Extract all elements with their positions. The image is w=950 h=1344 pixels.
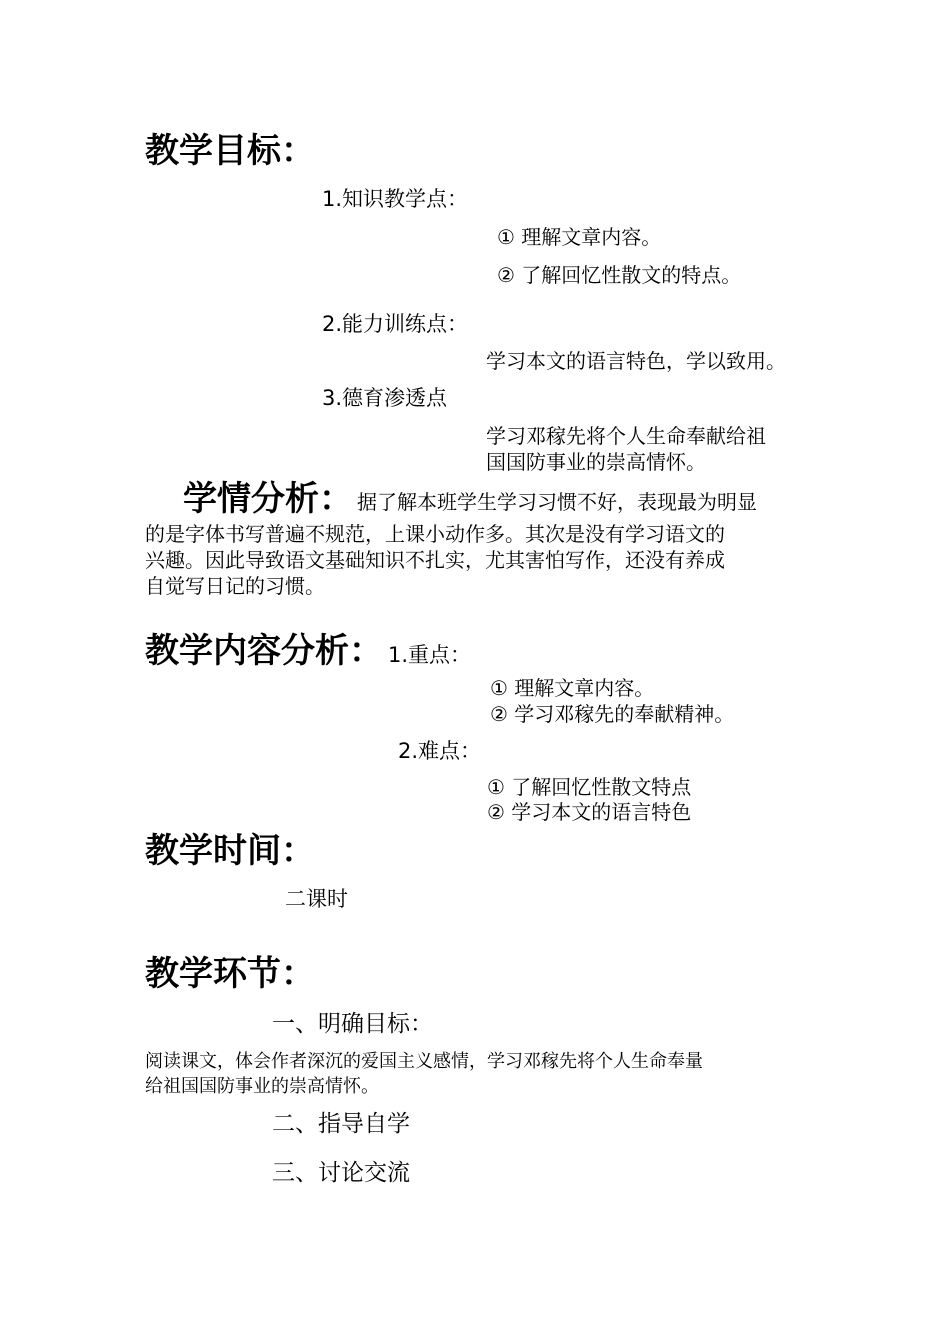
step2-title: 二、指导自学 (272, 1111, 410, 1137)
step3-title: 三、讨论交流 (272, 1160, 410, 1186)
learner-analysis-line3: 兴趣。因此导致语文基础知识不扎实，尤其害怕写作，还没有养成 (145, 548, 725, 572)
time-heading: 教学时间： (145, 831, 315, 871)
time-value: 二课时 (285, 887, 348, 911)
knowledge-label: 1.知识教学点： (322, 187, 469, 211)
key-points-label: 1.重点： (388, 643, 472, 667)
learner-analysis-heading: 学情分析： (183, 479, 353, 519)
moral-text-line2: 国国防事业的崇高情怀。 (486, 450, 706, 474)
learner-analysis-line2: 的是字体书写普遍不规范，上课小动作多。其次是没有学习语文的 (145, 522, 725, 546)
knowledge-item-1: ① 理解文章内容。 (497, 225, 662, 249)
moral-label: 3.德育渗透点 (322, 386, 448, 410)
ability-label: 2.能力训练点： (322, 312, 469, 336)
key-point-item-1: ① 理解文章内容。 (490, 676, 655, 700)
learner-analysis-line1: 据了解本班学生学习习惯不好，表现最为明显 (357, 490, 757, 514)
steps-heading: 教学环节： (145, 954, 315, 994)
content-analysis-heading: 教学内容分析： (145, 631, 383, 671)
difficult-points-label: 2.难点： (398, 739, 482, 763)
difficult-point-item-1: ① 了解回忆性散文特点 (487, 775, 692, 799)
step1-line1: 阅读课文，体会作者深沉的爱国主义感情，学习邓稼先将个人生命奉量 (145, 1051, 703, 1072)
step1-line2: 给祖国国防事业的崇高情怀。 (145, 1076, 379, 1097)
difficult-point-item-2: ② 学习本文的语言特色 (487, 800, 692, 824)
key-point-item-2: ② 学习邓稼先的奉献精神。 (490, 702, 735, 726)
ability-text: 学习本文的语言特色，学以致用。 (486, 349, 786, 373)
moral-text-line1: 学习邓稼先将个人生命奉献给祖 (486, 424, 766, 448)
learner-analysis-line4: 自觉写日记的习惯。 (145, 574, 325, 598)
knowledge-item-2: ② 了解回忆性散文的特点。 (497, 263, 742, 287)
step1-title: 一、明确目标： (272, 1011, 433, 1037)
objectives-heading: 教学目标： (145, 131, 315, 171)
